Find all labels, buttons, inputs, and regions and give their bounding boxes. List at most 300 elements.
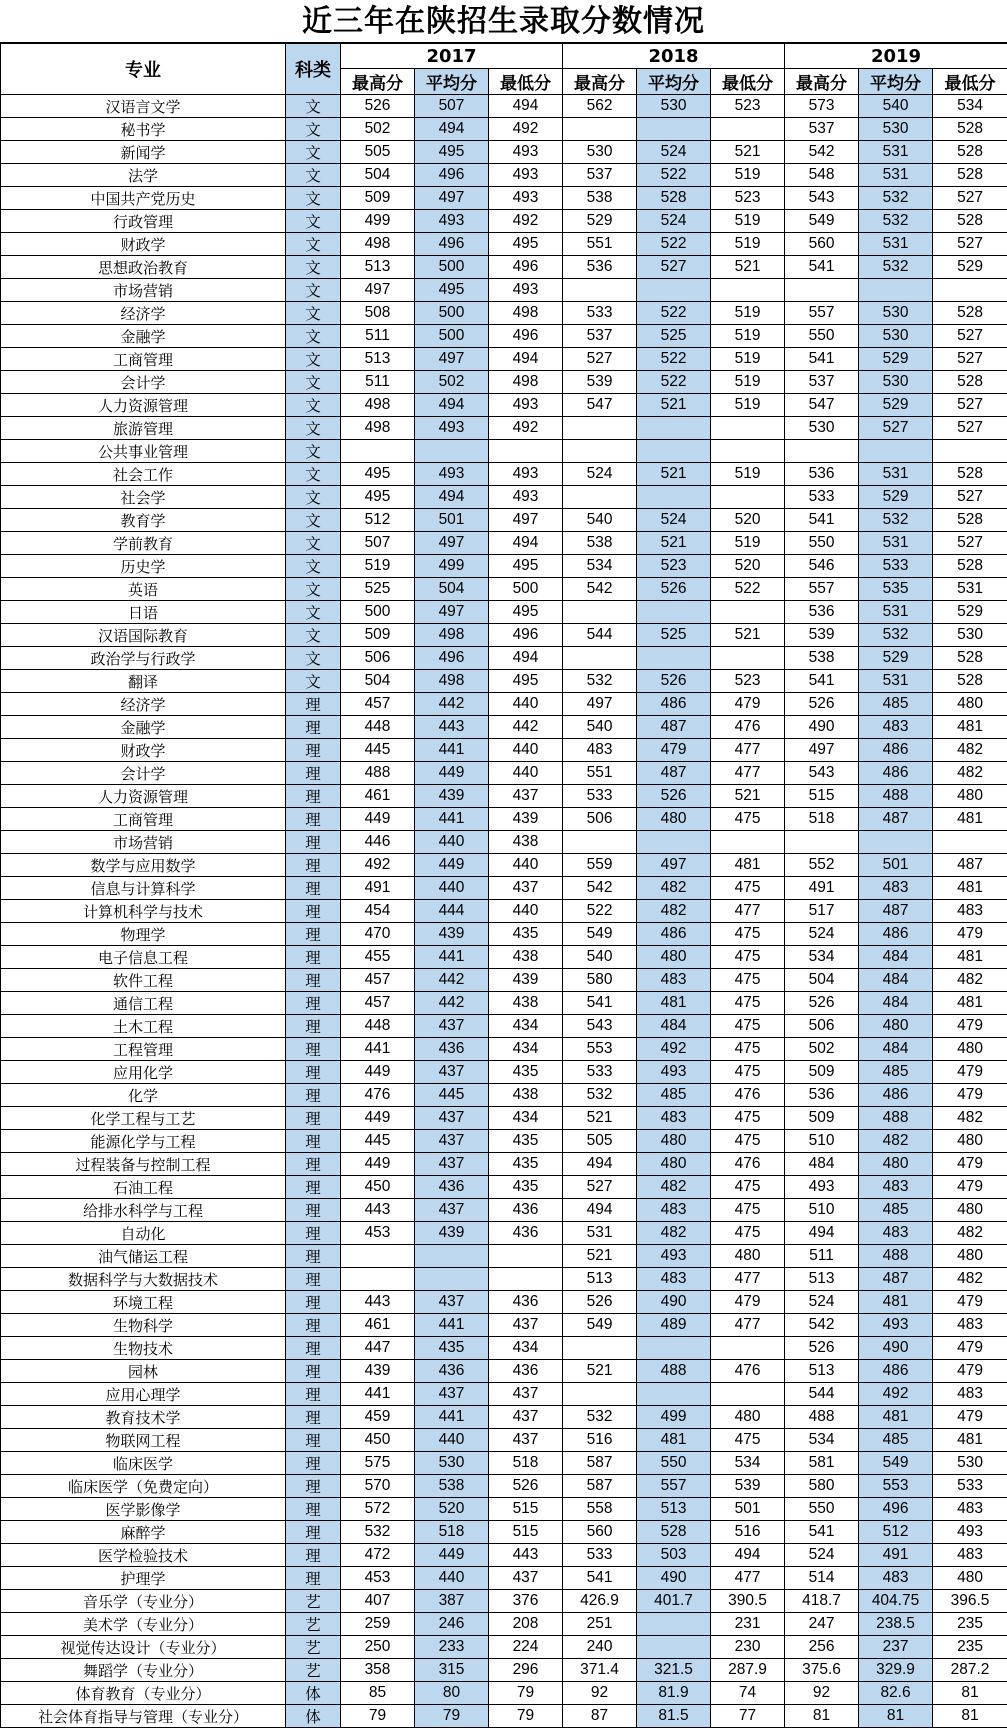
category-cell: 理 <box>286 1521 341 1544</box>
table-row <box>1 1130 1007 1153</box>
category-cell: 文 <box>286 670 341 693</box>
score-2018-avg-score: 479 <box>637 739 711 762</box>
score-2017-min-score: 443 <box>489 1544 563 1567</box>
score-2018-max-score: 371.4 <box>563 1659 637 1682</box>
score-2017-max-score: 457 <box>341 992 415 1015</box>
major-name: 历史学 <box>1 555 286 578</box>
header-2019-min-score: 最低分 <box>933 69 1007 95</box>
score-2019-max-score: 549 <box>785 210 859 233</box>
score-2019-min-score: 480 <box>933 693 1007 716</box>
score-2019-min-score: 480 <box>933 1567 1007 1590</box>
score-2019-avg-score: 530 <box>859 371 933 394</box>
category-cell: 文 <box>286 256 341 279</box>
score-2018-avg-score: 480 <box>637 808 711 831</box>
score-2018-min-score: 479 <box>711 1291 785 1314</box>
score-2017-avg-score: 439 <box>415 923 489 946</box>
score-2018-min-score: 519 <box>711 394 785 417</box>
score-2018-min-score: 501 <box>711 1498 785 1521</box>
table-row <box>1 1038 1007 1061</box>
score-2018-min-score: 519 <box>711 371 785 394</box>
score-2019-max-score: 573 <box>785 95 859 118</box>
category-cell: 文 <box>286 417 341 440</box>
score-2017-avg-score: 538 <box>415 1475 489 1498</box>
score-2019-avg-score: 486 <box>859 923 933 946</box>
score-2017-min-score: 492 <box>489 118 563 141</box>
major-name: 舞蹈学（专业分） <box>1 1659 286 1682</box>
major-name: 音乐学（专业分） <box>1 1590 286 1613</box>
score-2019-avg-score: 540 <box>859 95 933 118</box>
score-2017-max-score: 455 <box>341 946 415 969</box>
score-2017-max-score: 498 <box>341 394 415 417</box>
score-2019-max-score <box>785 279 859 302</box>
score-2019-min-score <box>933 279 1007 302</box>
score-2018-max-score: 92 <box>563 1682 637 1705</box>
score-2018-max-score: 532 <box>563 1084 637 1107</box>
score-2017-avg-score: 79 <box>415 1705 489 1728</box>
score-2018-avg-score: 483 <box>637 969 711 992</box>
score-2017-avg-score: 494 <box>415 394 489 417</box>
score-2018-min-score: 521 <box>711 256 785 279</box>
category-cell: 理 <box>286 785 341 808</box>
score-2017-max-score: 259 <box>341 1613 415 1636</box>
score-2018-avg-score <box>637 118 711 141</box>
score-2017-max-score: 445 <box>341 739 415 762</box>
score-2017-min-score: 434 <box>489 1038 563 1061</box>
score-2017-avg-score: 449 <box>415 762 489 785</box>
category-cell: 艺 <box>286 1659 341 1682</box>
score-2018-avg-score: 81.5 <box>637 1705 711 1728</box>
score-2019-avg-score: 480 <box>859 1153 933 1176</box>
score-2019-avg-score: 237 <box>859 1636 933 1659</box>
score-2017-min-score: 437 <box>489 785 563 808</box>
table-row <box>1 877 1007 900</box>
score-2017-min-score: 438 <box>489 1084 563 1107</box>
score-2017-min-score: 436 <box>489 1360 563 1383</box>
score-2017-max-score: 500 <box>341 601 415 624</box>
score-2019-avg-score: 483 <box>859 716 933 739</box>
score-2019-avg-score: 484 <box>859 946 933 969</box>
major-name: 秘书学 <box>1 118 286 141</box>
score-2018-max-score <box>563 1337 637 1360</box>
score-2019-max-score: 484 <box>785 1153 859 1176</box>
category-cell: 理 <box>286 1360 341 1383</box>
major-name: 金融学 <box>1 716 286 739</box>
score-2017-max-score: 526 <box>341 95 415 118</box>
score-2018-max-score: 541 <box>563 992 637 1015</box>
score-2018-min-score: 475 <box>711 1015 785 1038</box>
score-2018-avg-score: 521 <box>637 394 711 417</box>
score-2019-min-score: 493 <box>933 1521 1007 1544</box>
header-major: 专业 <box>1 44 286 95</box>
score-2019-max-score: 539 <box>785 624 859 647</box>
table-row <box>1 555 1007 578</box>
score-2019-avg-score: 491 <box>859 1544 933 1567</box>
score-2019-max-score: 81 <box>785 1705 859 1728</box>
score-2018-max-score: 516 <box>563 1429 637 1452</box>
score-2019-min-score: 527 <box>933 233 1007 256</box>
score-2018-max-score: 587 <box>563 1452 637 1475</box>
score-2017-avg-score: 233 <box>415 1636 489 1659</box>
score-2017-avg-score <box>415 1245 489 1268</box>
major-name: 物理学 <box>1 923 286 946</box>
score-2017-min-score: 435 <box>489 1153 563 1176</box>
score-2018-max-score: 538 <box>563 532 637 555</box>
score-2019-avg-score: 483 <box>859 1176 933 1199</box>
score-2019-avg-score: 530 <box>859 118 933 141</box>
score-2018-min-score: 494 <box>711 1544 785 1567</box>
category-cell: 文 <box>286 371 341 394</box>
major-name: 数据科学与大数据技术 <box>1 1268 286 1291</box>
score-2017-max-score: 449 <box>341 1153 415 1176</box>
score-2018-avg-score: 524 <box>637 141 711 164</box>
score-2018-min-score: 523 <box>711 95 785 118</box>
score-2018-min-score: 523 <box>711 670 785 693</box>
score-2017-min-score: 436 <box>489 1291 563 1314</box>
score-2018-avg-score: 490 <box>637 1567 711 1590</box>
score-2019-max-score: 560 <box>785 233 859 256</box>
score-2019-min-score: 479 <box>933 1291 1007 1314</box>
score-2018-avg-score: 492 <box>637 1038 711 1061</box>
category-cell: 理 <box>286 1383 341 1406</box>
score-2018-max-score: 494 <box>563 1199 637 1222</box>
score-2018-max-score <box>563 118 637 141</box>
major-name: 汉语言文学 <box>1 95 286 118</box>
category-cell: 理 <box>286 1038 341 1061</box>
score-2017-min-score: 493 <box>489 394 563 417</box>
score-2017-avg-score: 439 <box>415 785 489 808</box>
score-2017-min-score: 515 <box>489 1521 563 1544</box>
score-2018-min-score: 475 <box>711 808 785 831</box>
score-2018-max-score: 543 <box>563 1015 637 1038</box>
score-2019-avg-score: 493 <box>859 1314 933 1337</box>
score-2017-avg-score: 436 <box>415 1038 489 1061</box>
score-2019-max-score: 550 <box>785 532 859 555</box>
score-2019-avg-score: 484 <box>859 969 933 992</box>
score-2017-min-score: 494 <box>489 348 563 371</box>
score-2019-max-score: 513 <box>785 1360 859 1383</box>
score-2017-min-score: 496 <box>489 256 563 279</box>
score-2018-max-score: 532 <box>563 670 637 693</box>
score-2018-avg-score: 483 <box>637 1268 711 1291</box>
score-2018-min-score: 519 <box>711 210 785 233</box>
score-2018-min-score <box>711 279 785 302</box>
score-2019-min-score: 479 <box>933 1176 1007 1199</box>
score-2017-max-score <box>341 1268 415 1291</box>
category-cell: 理 <box>286 1452 341 1475</box>
score-2019-max-score: 511 <box>785 1245 859 1268</box>
score-2017-min-score: 493 <box>489 463 563 486</box>
score-2018-max-score: 483 <box>563 739 637 762</box>
score-2017-avg-score: 530 <box>415 1452 489 1475</box>
score-2017-min-score: 440 <box>489 854 563 877</box>
score-2018-min-score: 516 <box>711 1521 785 1544</box>
score-2019-max-score: 537 <box>785 371 859 394</box>
score-2017-max-score: 453 <box>341 1567 415 1590</box>
score-2018-avg-score: 493 <box>637 1245 711 1268</box>
category-cell: 文 <box>286 601 341 624</box>
score-2018-avg-score: 481 <box>637 992 711 1015</box>
score-2019-max-score: 557 <box>785 578 859 601</box>
score-2017-min-score: 518 <box>489 1452 563 1475</box>
score-2017-min-score: 437 <box>489 1567 563 1590</box>
category-cell: 理 <box>286 1130 341 1153</box>
score-2019-min-score: 527 <box>933 348 1007 371</box>
score-2018-min-score: 519 <box>711 164 785 187</box>
category-cell: 理 <box>286 716 341 739</box>
score-2017-max-score: 509 <box>341 187 415 210</box>
score-2019-min-score: 81 <box>933 1705 1007 1728</box>
category-cell: 理 <box>286 831 341 854</box>
category-cell: 理 <box>286 1429 341 1452</box>
score-2019-avg-score: 512 <box>859 1521 933 1544</box>
score-2018-avg-score: 526 <box>637 785 711 808</box>
major-name: 过程装备与控制工程 <box>1 1153 286 1176</box>
score-2018-min-score: 479 <box>711 693 785 716</box>
score-2017-max-score: 441 <box>341 1038 415 1061</box>
score-2017-min-score: 495 <box>489 670 563 693</box>
score-2017-max-score: 507 <box>341 532 415 555</box>
score-2018-max-score <box>563 440 637 463</box>
score-2018-min-score: 475 <box>711 1199 785 1222</box>
table-row <box>1 1705 1007 1728</box>
major-name: 翻译 <box>1 670 286 693</box>
score-2019-min-score: 533 <box>933 1475 1007 1498</box>
major-name: 麻醉学 <box>1 1521 286 1544</box>
score-2018-avg-score: 550 <box>637 1452 711 1475</box>
score-2018-max-score: 251 <box>563 1613 637 1636</box>
score-2017-max-score: 79 <box>341 1705 415 1728</box>
score-2017-avg-score: 437 <box>415 1107 489 1130</box>
score-2019-max-score: 557 <box>785 302 859 325</box>
score-2019-avg-score: 481 <box>859 1291 933 1314</box>
score-2017-max-score: 570 <box>341 1475 415 1498</box>
score-2019-max-score: 256 <box>785 1636 859 1659</box>
score-2017-max-score: 495 <box>341 463 415 486</box>
score-2018-min-score: 77 <box>711 1705 785 1728</box>
score-2017-min-score: 79 <box>489 1682 563 1705</box>
score-2017-avg-score: 518 <box>415 1521 489 1544</box>
major-name: 行政管理 <box>1 210 286 233</box>
score-2018-max-score: 587 <box>563 1475 637 1498</box>
score-2018-min-score: 74 <box>711 1682 785 1705</box>
score-2018-min-score: 475 <box>711 1176 785 1199</box>
score-2017-avg-score: 441 <box>415 1406 489 1429</box>
score-2017-avg-score: 449 <box>415 1544 489 1567</box>
score-2019-min-score <box>933 831 1007 854</box>
score-2018-min-score <box>711 118 785 141</box>
score-2019-min-score: 528 <box>933 463 1007 486</box>
score-2019-min-score: 487 <box>933 854 1007 877</box>
score-2019-max-score: 548 <box>785 164 859 187</box>
major-name: 经济学 <box>1 302 286 325</box>
score-2017-avg-score: 442 <box>415 992 489 1015</box>
major-name: 公共事业管理 <box>1 440 286 463</box>
score-2018-min-score: 477 <box>711 1268 785 1291</box>
score-2019-avg-score: 532 <box>859 509 933 532</box>
score-2019-min-score: 529 <box>933 601 1007 624</box>
score-2018-min-score: 475 <box>711 1038 785 1061</box>
score-2019-avg-score: 486 <box>859 762 933 785</box>
score-2019-max-score: 533 <box>785 486 859 509</box>
score-2017-min-score: 494 <box>489 95 563 118</box>
score-2017-avg-score: 497 <box>415 187 489 210</box>
score-2018-max-score: 533 <box>563 785 637 808</box>
score-2019-min-score: 235 <box>933 1613 1007 1636</box>
score-2017-max-score: 446 <box>341 831 415 854</box>
score-2019-max-score: 526 <box>785 693 859 716</box>
score-2019-max-score: 493 <box>785 1176 859 1199</box>
score-2019-avg-score: 486 <box>859 739 933 762</box>
score-2019-avg-score: 482 <box>859 1130 933 1153</box>
score-2019-avg-score: 501 <box>859 854 933 877</box>
score-2018-avg-score: 557 <box>637 1475 711 1498</box>
major-name: 教育学 <box>1 509 286 532</box>
table-row <box>1 1360 1007 1383</box>
score-2019-max-score: 509 <box>785 1107 859 1130</box>
score-2019-avg-score: 532 <box>859 624 933 647</box>
score-2019-min-score: 481 <box>933 808 1007 831</box>
score-2017-max-score: 443 <box>341 1199 415 1222</box>
category-cell: 文 <box>286 302 341 325</box>
category-cell: 理 <box>286 1015 341 1038</box>
score-2019-max-score: 550 <box>785 1498 859 1521</box>
score-2018-avg-score: 526 <box>637 578 711 601</box>
score-2019-min-score: 527 <box>933 325 1007 348</box>
score-2018-max-score: 549 <box>563 1314 637 1337</box>
score-2017-min-score: 493 <box>489 164 563 187</box>
score-2019-avg-score: 82.6 <box>859 1682 933 1705</box>
category-cell: 理 <box>286 923 341 946</box>
table-row <box>1 854 1007 877</box>
category-cell: 理 <box>286 1567 341 1590</box>
score-2018-min-score: 521 <box>711 785 785 808</box>
score-2017-avg-score: 496 <box>415 233 489 256</box>
score-2017-min-score: 435 <box>489 1176 563 1199</box>
score-2017-avg-score: 449 <box>415 854 489 877</box>
score-2017-max-score: 443 <box>341 1291 415 1314</box>
score-2019-min-score: 480 <box>933 1199 1007 1222</box>
table-row <box>1 1222 1007 1245</box>
score-2018-max-score: 580 <box>563 969 637 992</box>
score-2017-avg-score: 435 <box>415 1337 489 1360</box>
score-2019-min-score: 396.5 <box>933 1590 1007 1613</box>
score-2017-max-score: 499 <box>341 210 415 233</box>
category-cell: 文 <box>286 95 341 118</box>
major-name: 教育技术学 <box>1 1406 286 1429</box>
score-2019-max-score: 542 <box>785 1314 859 1337</box>
table-row <box>1 1176 1007 1199</box>
score-2018-max-score: 494 <box>563 1153 637 1176</box>
score-2017-min-score: 497 <box>489 509 563 532</box>
score-2018-min-score: 534 <box>711 1452 785 1475</box>
major-name: 护理学 <box>1 1567 286 1590</box>
score-2019-avg-score: 490 <box>859 1337 933 1360</box>
score-2017-max-score: 509 <box>341 624 415 647</box>
score-2017-avg-score: 442 <box>415 693 489 716</box>
table-row <box>1 417 1007 440</box>
score-2018-min-score <box>711 1337 785 1360</box>
score-2019-min-score: 235 <box>933 1636 1007 1659</box>
category-cell: 文 <box>286 210 341 233</box>
table-row <box>1 1061 1007 1084</box>
score-2017-max-score: 449 <box>341 1107 415 1130</box>
score-2017-min-score: 526 <box>489 1475 563 1498</box>
score-2018-max-score: 540 <box>563 716 637 739</box>
score-2017-avg-score: 494 <box>415 118 489 141</box>
score-2017-avg-score: 437 <box>415 1015 489 1038</box>
score-2017-min-score: 439 <box>489 969 563 992</box>
score-2019-avg-score: 529 <box>859 486 933 509</box>
score-2019-avg-score: 529 <box>859 647 933 670</box>
score-2017-min-score: 438 <box>489 946 563 969</box>
score-2018-avg-score <box>637 1636 711 1659</box>
score-2017-max-score: 407 <box>341 1590 415 1613</box>
score-2019-min-score: 479 <box>933 1406 1007 1429</box>
major-name: 应用心理学 <box>1 1383 286 1406</box>
score-2019-min-score: 479 <box>933 1015 1007 1038</box>
table-row <box>1 233 1007 256</box>
score-2017-avg-score: 440 <box>415 877 489 900</box>
score-2017-min-score: 435 <box>489 1130 563 1153</box>
score-2017-min-score <box>489 1268 563 1291</box>
score-2018-max-score: 522 <box>563 900 637 923</box>
score-2018-max-score: 551 <box>563 233 637 256</box>
major-name: 市场营销 <box>1 831 286 854</box>
score-2017-max-score: 498 <box>341 233 415 256</box>
major-name: 视觉传达设计（专业分） <box>1 1636 286 1659</box>
score-2017-avg-score: 436 <box>415 1176 489 1199</box>
score-2018-avg-score: 81.9 <box>637 1682 711 1705</box>
score-2018-max-score: 513 <box>563 1268 637 1291</box>
score-2019-min-score: 528 <box>933 118 1007 141</box>
category-cell: 理 <box>286 1061 341 1084</box>
score-2017-min-score: 434 <box>489 1337 563 1360</box>
score-2017-avg-score: 504 <box>415 578 489 601</box>
score-2017-avg-score: 498 <box>415 670 489 693</box>
header-2018-max-score: 最高分 <box>563 69 637 95</box>
major-name: 数学与应用数学 <box>1 854 286 877</box>
category-cell: 文 <box>286 463 341 486</box>
score-2017-max-score: 472 <box>341 1544 415 1567</box>
score-2018-max-score: 553 <box>563 1038 637 1061</box>
header-2019-avg-score: 平均分 <box>859 69 933 95</box>
category-cell: 理 <box>286 1475 341 1498</box>
score-2017-avg-score: 437 <box>415 1291 489 1314</box>
score-2019-avg-score: 487 <box>859 1268 933 1291</box>
score-2017-max-score: 461 <box>341 1314 415 1337</box>
score-2018-avg-score: 487 <box>637 762 711 785</box>
major-name: 工商管理 <box>1 348 286 371</box>
score-2019-min-score: 480 <box>933 1038 1007 1061</box>
table-row <box>1 946 1007 969</box>
table-row <box>1 509 1007 532</box>
score-2018-avg-score: 485 <box>637 1084 711 1107</box>
score-2017-avg-score: 387 <box>415 1590 489 1613</box>
score-2018-avg-score: 499 <box>637 1406 711 1429</box>
category-cell: 文 <box>286 532 341 555</box>
score-2018-avg-score: 528 <box>637 187 711 210</box>
score-2019-min-score: 482 <box>933 739 1007 762</box>
table-row <box>1 1268 1007 1291</box>
score-2019-min-score: 483 <box>933 1314 1007 1337</box>
category-cell: 理 <box>286 1084 341 1107</box>
score-2019-min-score: 481 <box>933 877 1007 900</box>
score-2019-avg-score: 531 <box>859 164 933 187</box>
score-2019-min-score: 531 <box>933 578 1007 601</box>
score-2018-avg-score: 503 <box>637 1544 711 1567</box>
score-2017-avg-score: 443 <box>415 716 489 739</box>
score-2019-min-score: 528 <box>933 509 1007 532</box>
